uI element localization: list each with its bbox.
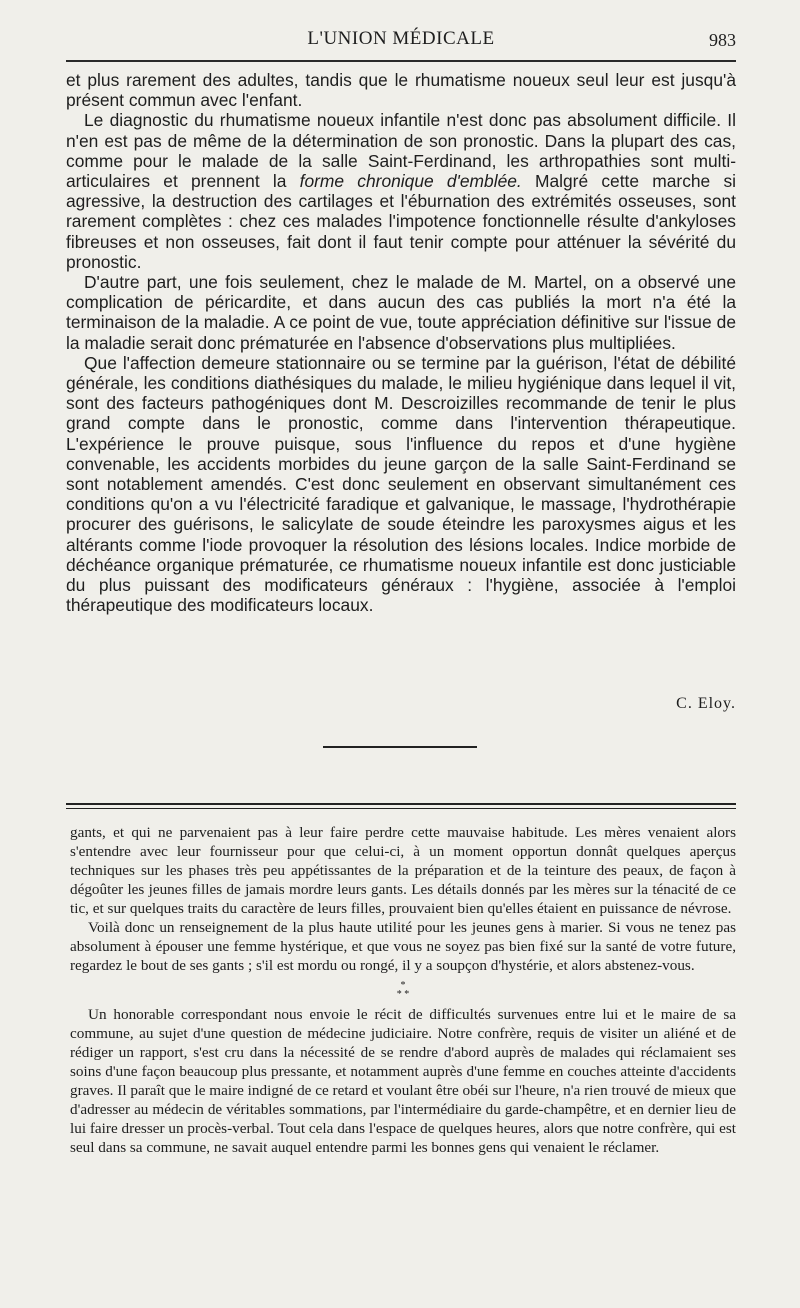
article-paragraph-2-italic: forme chronique d'emblée. — [299, 171, 522, 192]
article-paragraph-2 — [66, 110, 736, 272]
page-header — [66, 28, 736, 54]
header-rule — [66, 60, 736, 62]
page-number: 983 — [709, 30, 736, 50]
asterism-bottom: * * — [396, 989, 410, 1000]
article-body — [66, 70, 736, 615]
article-paragraph-1: et plus rarement des adultes, tandis que le rhumatisme noueux seul leur est jusqu'à présent commun avec l'enfant. — [66, 70, 736, 111]
asterism — [70, 981, 736, 999]
article-paragraph-4: Que l'affection demeure stationnaire ou se termine par la guérison, l'état de débilité générale, les conditions diathésiques du malade, le milieu hygiénique dans lequel il vit, sont des facteurs pathogéniques dont M. Descroizilles recommande de tenir le plus grand compte dans le pronostic, comme dans l'intervention thérapeutique. L'expérience le prouve puisque, sous l'influence du repos et d'une hygiène convenable, les accidents morbides du jeune garçon de la salle Saint-Ferdinand se sont notablement amendés. C'est donc seulement en observant simultanément ces conditions qu'on a vu l'électricité faradique et galvanique, le massage, l'hydrothérapie procurer des guérisons, le salicylate de soude éteindre les paroxysmes aigus et les altérants comme l'iode provoquer la résolution des lésions locales. Indice morbide de déchéance organique prématurée, ce rhumatisme noueux infantile est donc justiciable du plus puissant des modificateurs généraux : l'hygiène, associée à l'emploi thérapeutique des modificateurs locaux. — [66, 352, 736, 616]
asterism-top: * — [400, 980, 406, 991]
feuilleton-body — [70, 823, 736, 1157]
feuilleton-paragraph-1: gants, et qui ne parvenaient pas à leur faire perdre cette mauvaise habitude. Les mères venaient alors s'entendre avec leur fournisseur pour que celui-ci, à un moment opportun donnât quelques aperçus techniques sur les phases très peu appétissantes de la préparation et de la teinture des peaux, de façon à dégoûter les jeunes filles de jamais mordre leurs gants. Les détails donnés par les mères sur la ténacité de ce tic, et sur quelques traits du caractère de leurs filles, prouvaient bien qu'elles étaient en puissance de névrose. — [70, 824, 736, 917]
feuilleton-paragraph-3: Un honorable correspondant nous envoie le récit de difficultés survenues entre lui et le maire de sa commune, au sujet d'une question de médecine judiciaire. Notre confrère, requis de visiter un aliéné et de rédiger un rapport, s'est cru dans la nécessité de se rendre d'abord auprès de malades qui réclamaient ses soins d'une façon beaucoup plus pressante, et notamment auprès d'une femme en couches atteinte d'accidents graves. Il paraît que le maire indigné de ce retard et voulant être obéi sur l'heure, n'a rien trouvé de mieux que d'adresser au médecin de véritables sommations, par l'intermédiaire du garde-champêtre, et en dernier lieu de lui faire dresser un procès-verbal. Tout cela dans l'espace de quelques heures, alors que notre confrère, qui est seul dans sa commune, ne savait auquel entendre parmi les bonnes gens qui venaient le réclamer. — [70, 1006, 736, 1156]
author-signature: C. Eloy. — [676, 695, 736, 712]
running-head: L'UNION MÉDICALE — [307, 28, 495, 49]
article-paragraph-2-end: Malgré cette marche si agressive, la destruction des cartilages et l'éburnation des extrémités osseuses, sont rarement complètes : chez ces malades l'impotence fonctionnelle résulte d'ankyloses fibreuses et non osseuses, fait dont il faut tenir compte pour atténuer la sévérité du pronostic. — [66, 171, 737, 272]
feuilleton-rule-thick — [66, 803, 736, 805]
article-paragraph-3: D'autre part, une fois seulement, chez le malade de M. Martel, on a observé une complication de péricardite, et dans aucun des cas publiés la mort n'a été la terminaison de la maladie. A ce point de vue, toute appréciation définitive sur l'issue de la maladie serait donc prématurée en l'absence d'observations plus multipliées. — [66, 272, 736, 353]
article-paragraph-2-start: Le diagnostic du rhumatisme noueux infantile n'est donc pas absolument difficile. Il n'en est pas de même de la détermination de son pronostic. Dans la plupart des cas, comme pour le malade de la salle Saint-Ferdinand, les arthropathies sont multi-articulaires et prennent la — [66, 110, 736, 192]
feuilleton-rule-thin — [66, 808, 736, 809]
section-divider — [323, 746, 477, 748]
feuilleton-paragraph-2: Voilà donc un renseignement de la plus haute utilité pour les jeunes gens à marier. Si vous ne tenez pas absolument à épouser une femme hystérique, et que vous ne soyez pas bien fixé sur la santé de votre future, regardez le bout de ses gants ; s'il est mordu ou rongé, il y a soupçon d'hystérie, et alors abstenez-vous. — [70, 919, 736, 974]
